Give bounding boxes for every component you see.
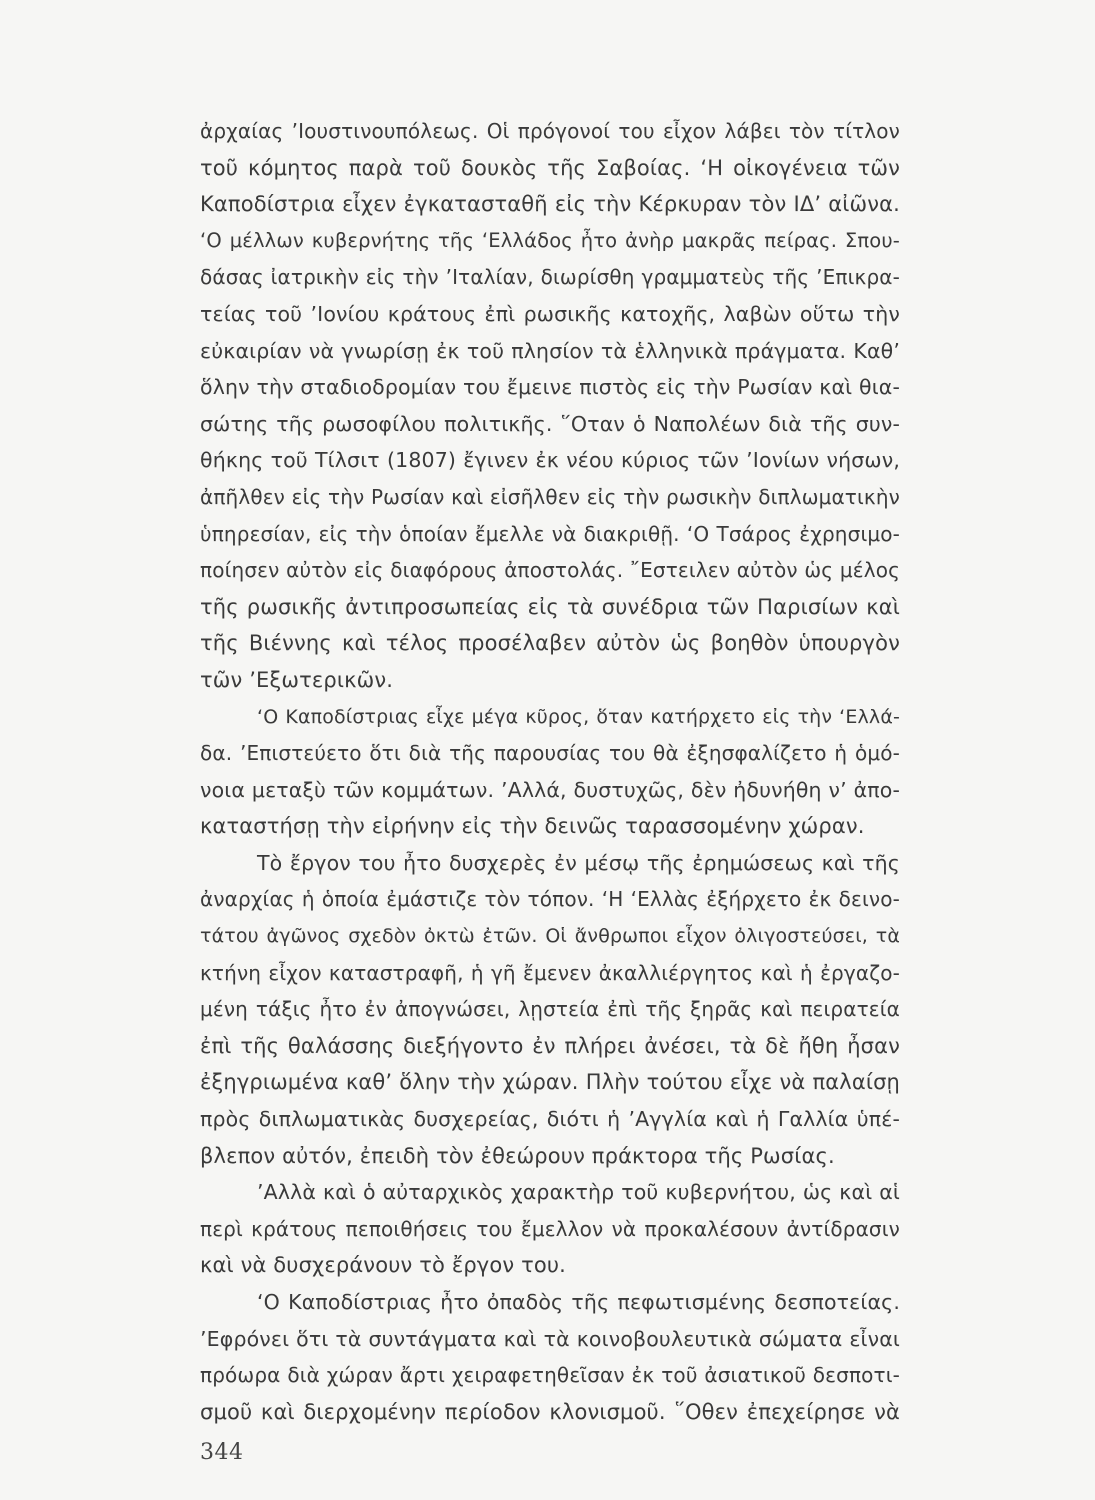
text-line: νοια μεταξὺ τῶν κομμάτων. ’Αλλά, δυστυχῶς, δὲν ἠδυνήθη ν’ ἀπο-: [200, 777, 900, 802]
body-text: [200, 113, 900, 1430]
text-line: καὶ νὰ δυσχεράνουν τὸ ἔργον του.: [200, 1253, 566, 1278]
text-line: ‘Ο Καποδίστριας ἦτο ὀπαδὸς τῆς πεφωτισμένης δεσποτείας.: [257, 1290, 900, 1314]
text-line: ’Αλλὰ καὶ ὁ αὐταρχικὸς χαρακτὴρ τοῦ κυβερνήτου, ὡς καὶ αἱ: [257, 1180, 900, 1205]
text-line: τῶν ’Εξωτερικῶν.: [200, 667, 394, 692]
text-line: τείας τοῦ ’Ιονίου κράτους ἐπὶ ρωσικῆς κατοχῆς, λαβὼν οὕτω τὴν: [200, 301, 900, 326]
text-line: τοῦ κόμητος παρὰ τοῦ δουκὸς τῆς Σαβοίας. ‘Η οἰκογένεια τῶν: [200, 155, 900, 180]
text-line: εὐκαιρίαν νὰ γνωρίσῃ ἐκ τοῦ πλησίον τὰ ἑλληνικὰ πράγματα. Καθ’: [200, 338, 900, 363]
text-line: θήκης τοῦ Τίλσιτ (1807) ἔγινεν ἐκ νέου κύριος τῶν ’Ιονίων νήσων,: [200, 448, 900, 473]
text-line: καταστήσῃ τὴν εἰρήνην εἰς τὴν δεινῶς ταρασσομένην χώραν.: [200, 814, 865, 839]
text-line: κτήνη εἶχον καταστραφῆ, ἡ γῆ ἔμενεν ἀκαλλιέργητος καὶ ἡ ἐργαζο-: [200, 960, 900, 985]
text-line: τῆς ρωσικῆς ἀντιπροσωπείας εἰς τὰ συνέδρια τῶν Παρισίων καὶ: [200, 594, 900, 619]
page-number: 344: [200, 1440, 244, 1465]
text-line: Καποδίστρια εἶχεν ἐγκατασταθῆ εἰς τὴν Κέρκυραν τὸν ΙΔ’ αἰῶνα.: [200, 192, 900, 217]
text-line: ὑπηρεσίαν, εἰς τὴν ὁποίαν ἔμελλε νὰ διακριθῇ. ‘Ο Τσάρος ἐχρησιμο-: [200, 521, 900, 546]
text-line: μένη τάξις ἦτο ἐν ἀπογνώσει, λῃστεία ἐπὶ τῆς ξηρᾶς καὶ πειρατεία: [200, 997, 900, 1022]
text-line: ἀρχαίας ’Ιουστινουπόλεως. Οἱ πρόγονοί του εἶχον λάβει τὸν τίτλον: [200, 119, 900, 143]
text-line: ‘Ο Καποδίστριας εἶχε μέγα κῦρος, ὅταν κατήρχετο εἰς τὴν ‘Ελλά-: [257, 705, 900, 728]
text-line: Τὸ ἔργον του ἦτο δυσχερὲς ἐν μέσῳ τῆς ἐρημώσεως καὶ τῆς: [257, 850, 900, 875]
text-line: ποίησεν αὐτὸν εἰς διαφόρους ἀποστολάς. ῎Εστειλεν αὐτὸν ὡς μέλος: [200, 558, 900, 583]
text-line: ἐπὶ τῆς θαλάσσης διεξήγοντο ἐν πλήρει ἀνέσει, τὰ δὲ ἤθη ἦσαν: [200, 1033, 900, 1058]
text-line: τάτου ἀγῶνος σχεδὸν ὀκτὼ ἐτῶν. Οἱ ἄνθρωποι εἶχον ὀλιγοστεύσει, τὰ: [200, 925, 900, 948]
text-line: πρόωρα διὰ χώραν ἄρτι χειραφετηθεῖσαν ἐκ τοῦ ἀσιατικοῦ δεσποτι-: [200, 1363, 900, 1388]
text-line: ὅλην τὴν σταδιοδρομίαν του ἔμεινε πιστὸς εἰς τὴν Ρωσίαν καὶ θια-: [200, 375, 900, 400]
text-line: περὶ κράτους πεποιθήσεις του ἔμελλον νὰ προκαλέσουν ἀντίδρασιν: [200, 1216, 900, 1241]
text-line: ’Εφρόνει ὅτι τὰ συντάγματα καὶ τὰ κοινοβουλευτικὰ σώματα εἶναι: [200, 1326, 900, 1351]
text-line: δάσας ἰατρικὴν εἰς τὴν ’Ιταλίαν, διωρίσθη γραμματεὺς τῆς ’Επικρα-: [200, 265, 900, 290]
text-line: ἐξηγριωμένα καθ’ ὅλην τὴν χώραν. Πλὴν τούτου εἶχε νὰ παλαίσῃ: [200, 1070, 900, 1095]
text-line: δα. ’Επιστεύετο ὅτι διὰ τῆς παρουσίας του θὰ ἐξησφαλίζετο ἡ ὁμό-: [200, 741, 900, 766]
text-line: σώτης τῆς ρωσοφίλου πολιτικῆς. ῞Οταν ὁ Ναπολέων διὰ τῆς συν-: [200, 411, 900, 436]
text-line: τῆς Βιέννης καὶ τέλος προσέλαβεν αὐτὸν ὡς βοηθὸν ὑπουργὸν: [200, 631, 900, 656]
text-line: ἀπῆλθεν εἰς τὴν Ρωσίαν καὶ εἰσῆλθεν εἰς τὴν ρωσικὴν διπλωματικὴν: [200, 484, 900, 509]
text-line: πρὸς διπλωματικὰς δυσχερείας, διότι ἡ ’Αγγλία καὶ ἡ Γαλλία ὑπέ-: [200, 1107, 900, 1132]
text-line: σμοῦ καὶ διερχομένην περίοδον κλονισμοῦ. ῞Οθεν ἐπεχείρησε νὰ: [200, 1399, 900, 1424]
text-line: βλεπον αὐτόν, ἐπειδὴ τὸν ἐθεώρουν πράκτορα τῆς Ρωσίας.: [200, 1143, 835, 1168]
text-line: ‘Ο μέλλων κυβερνήτης τῆς ‘Ελλάδος ἦτο ἀνὴρ μακρᾶς πείρας. Σπου-: [200, 228, 900, 252]
text-line: ἀναρχίας ἡ ὁποία ἐμάστιζε τὸν τόπον. ‘Η ‘Ελλὰς ἐξήρχετο ἐκ δεινο-: [200, 887, 900, 912]
